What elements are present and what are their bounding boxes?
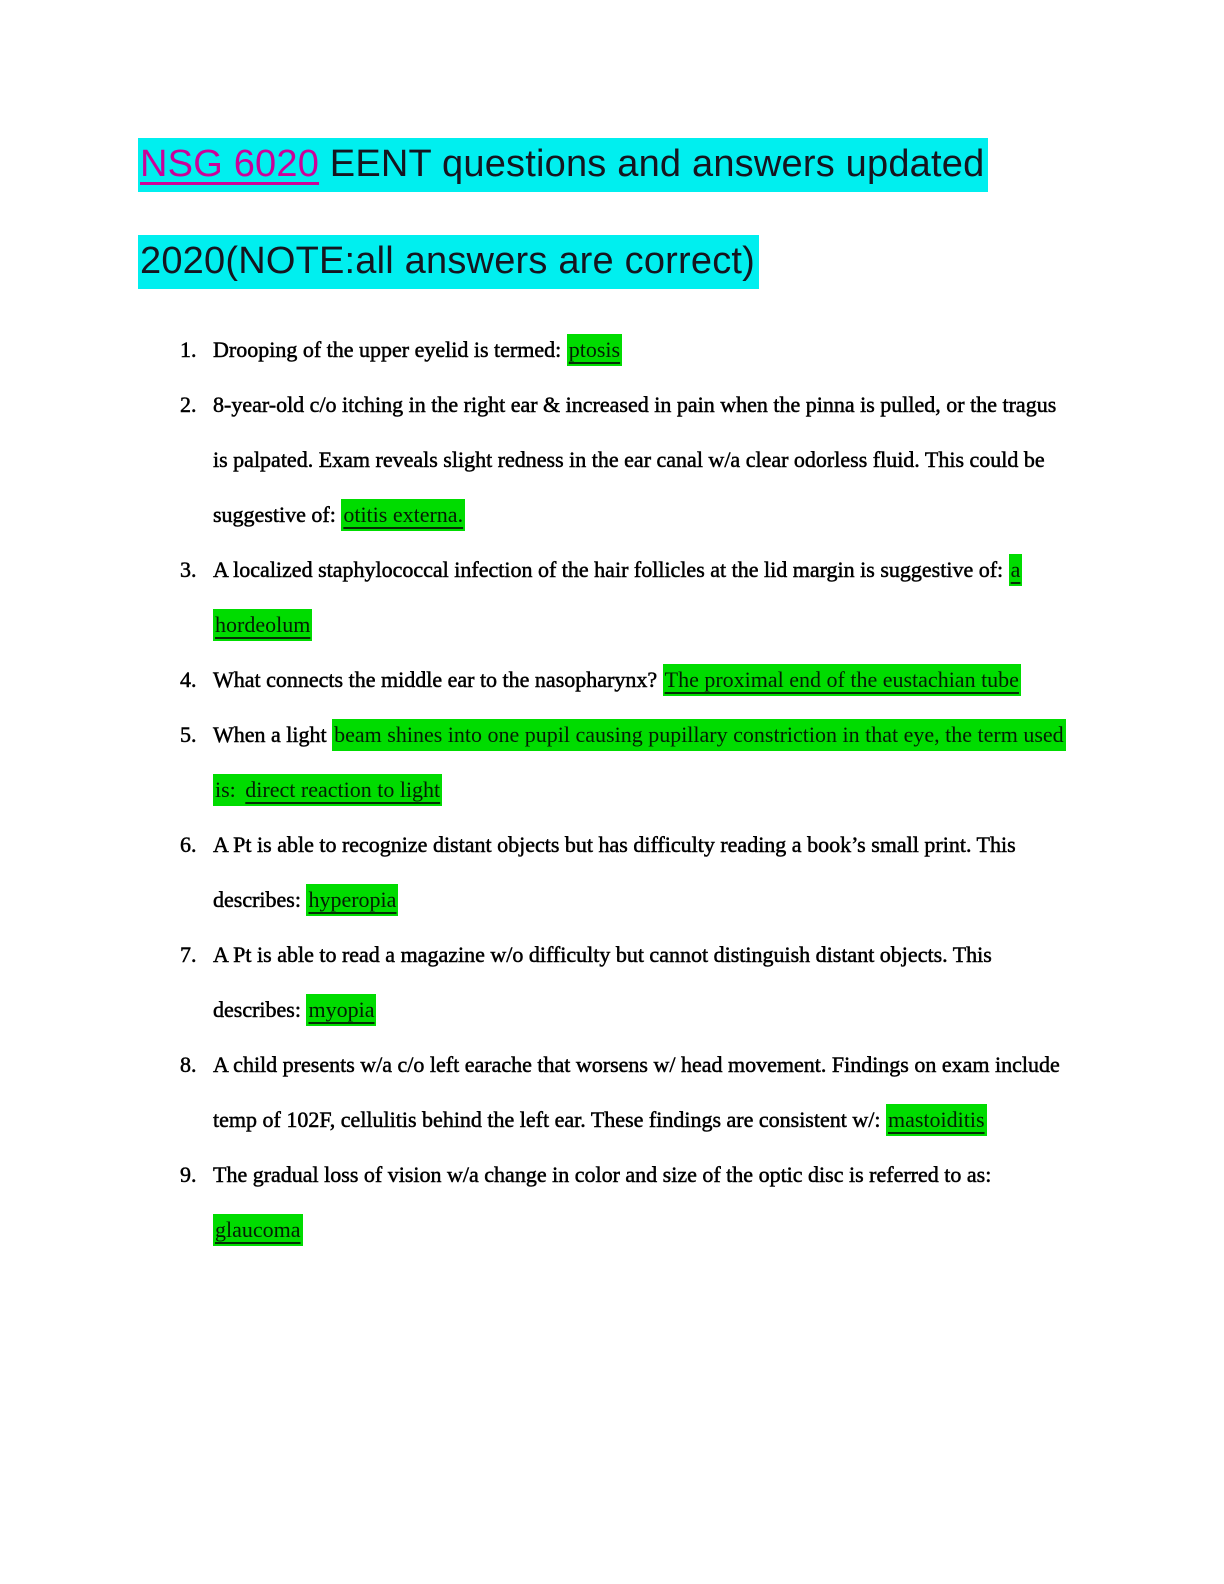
answer-highlight: myopia bbox=[306, 994, 376, 1026]
question-text: A localized staphylococcal infection of the hair follicles at the lid margin is suggestive of: bbox=[213, 557, 1009, 582]
qa-item bbox=[138, 707, 1074, 817]
answer-highlight: otitis externa. bbox=[341, 499, 465, 531]
question-text: 8-year-old c/o itching in the right ear & increased in pain when the pinna is pulled, or the tragus is palpated. Exam reveals slight redness in the ear canal w/a clear odorless fluid. This could be suggestive of: bbox=[213, 392, 1057, 527]
answer-highlight-run: beam shines into one pupil causing pupillary constriction in that eye, the term used is: bbox=[213, 719, 1066, 806]
question-text: A Pt is able to recognize distant objects but has difficulty reading a book’s small print. This describes: bbox=[213, 832, 1016, 912]
qa-item bbox=[138, 1147, 1074, 1257]
item-text bbox=[213, 817, 1073, 927]
qa-item bbox=[138, 542, 1074, 652]
item-number: 2. bbox=[180, 392, 197, 417]
qa-item bbox=[138, 377, 1074, 542]
question-text: Drooping of the upper eyelid is termed: bbox=[213, 337, 567, 362]
item-text bbox=[213, 542, 1073, 652]
item-number: 7. bbox=[180, 942, 197, 967]
question-text: The gradual loss of vision w/a change in color and size of the optic disc is referred to as: bbox=[213, 1162, 992, 1187]
question-list bbox=[138, 322, 1074, 1257]
qa-item bbox=[138, 1037, 1074, 1147]
item-number: 3. bbox=[180, 557, 197, 582]
answer-highlight: glaucoma bbox=[213, 1214, 303, 1246]
qa-item bbox=[138, 817, 1074, 927]
answer-highlight: mastoiditis bbox=[886, 1104, 987, 1136]
item-number: 4. bbox=[180, 667, 197, 692]
item-text bbox=[213, 707, 1073, 817]
title-text-2: 2020(NOTE:all answers are correct) bbox=[140, 240, 756, 282]
answer-highlight: a hordeolum bbox=[213, 554, 1022, 641]
item-text bbox=[213, 927, 1073, 1037]
qa-item bbox=[138, 322, 1074, 377]
answer-highlight: direct reaction to light bbox=[243, 774, 442, 806]
qa-item bbox=[138, 652, 1074, 707]
answer-highlight: The proximal end of the eustachian tube bbox=[663, 664, 1021, 696]
document-title bbox=[138, 116, 1074, 310]
item-number: 5. bbox=[180, 722, 197, 747]
answer-highlight: hyperopia bbox=[306, 884, 398, 916]
title-line-2 bbox=[138, 213, 1074, 310]
question-text: When a light bbox=[213, 722, 333, 747]
question-text: A child presents w/a c/o left earache that worsens w/ head movement. Findings on exam include temp of 102F, cellulitis behind the left ear. These findings are consistent w/: bbox=[213, 1052, 1060, 1132]
item-number: 1. bbox=[180, 337, 197, 362]
course-code-link[interactable]: NSG 6020 bbox=[140, 143, 320, 185]
item-number: 8. bbox=[180, 1052, 197, 1077]
item-text bbox=[213, 1147, 1073, 1257]
title-line-1 bbox=[138, 116, 1074, 213]
qa-item bbox=[138, 927, 1074, 1037]
question-text: What connects the middle ear to the nasopharynx? bbox=[213, 667, 663, 692]
item-text bbox=[213, 1037, 1073, 1147]
item-number: 6. bbox=[180, 832, 197, 857]
item-number: 9. bbox=[180, 1162, 197, 1187]
question-text: A Pt is able to read a magazine w/o difficulty but cannot distinguish distant objects. This describes: bbox=[213, 942, 992, 1022]
item-text bbox=[213, 322, 1073, 377]
title-highlight-1 bbox=[138, 138, 988, 192]
item-text bbox=[213, 652, 1073, 707]
item-text bbox=[213, 377, 1073, 542]
title-text-1: EENT questions and answers updated bbox=[319, 143, 985, 185]
answer-highlight: ptosis bbox=[567, 334, 622, 366]
title-highlight-2 bbox=[138, 235, 759, 289]
